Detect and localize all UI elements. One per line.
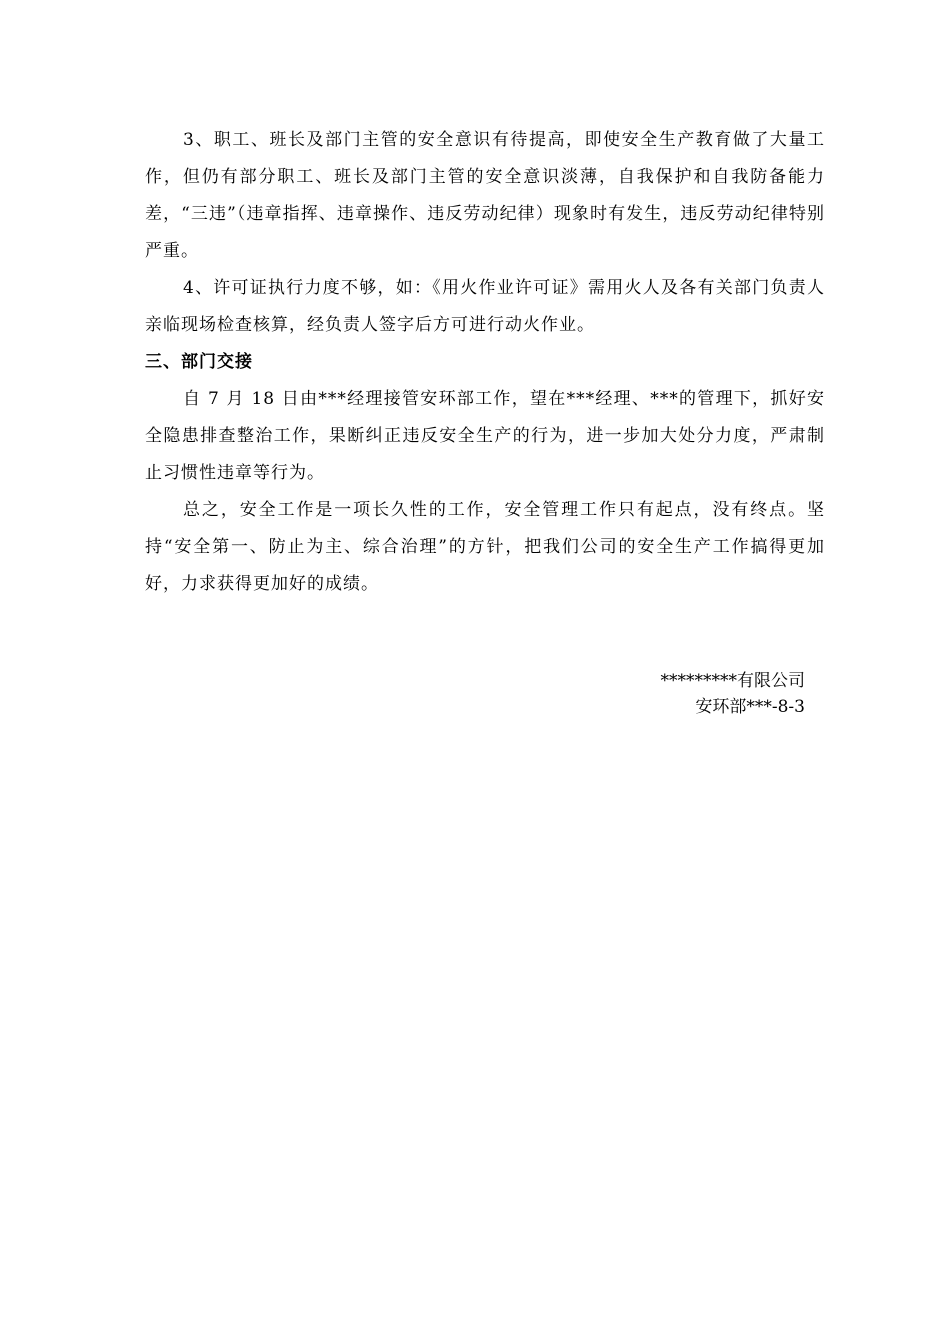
paragraph-conclusion: 总之，安全工作是一项长久性的工作，安全管理工作只有起点，没有终点。坚持“安全第一、防止为主、综合治理”的方针，把我们公司的安全生产工作搞得更加好，力求获得更加好的成绩。 [145, 500, 825, 594]
section-heading-handover: 三、部门交接 [145, 352, 253, 372]
document-body [145, 122, 825, 603]
paragraph-safety-awareness: 3、职工、班长及部门主管的安全意识有待提高，即使安全生产教育做了大量工作，但仍有部分职工、班长及部门主管的安全意识淡薄，自我保护和自我防备能力差，“三违”（违章指挥、违章操作、违反劳动纪律）现象时有发生，违反劳动纪律特别严重。 [145, 130, 825, 261]
signature-dept-date: 安环部***-8-3 [695, 697, 805, 717]
paragraph-permit-enforcement: 4、许可证执行力度不够，如：《用火作业许可证》需用火人及各有关部门负责人亲临现场检查核算，经负责人签字后方可进行动火作业。 [145, 278, 825, 335]
signature-block [661, 668, 806, 720]
signature-company: *********有限公司 [660, 671, 805, 691]
paragraph-handover: 自 7 月 18 日由***经理接管安环部工作，望在***经理、***的管理下，抓好安全隐患排查整治工作，果断纠正违反安全生产的行为，进一步加大处分力度，严肃制止习惯性违章等行为。 [145, 389, 825, 483]
